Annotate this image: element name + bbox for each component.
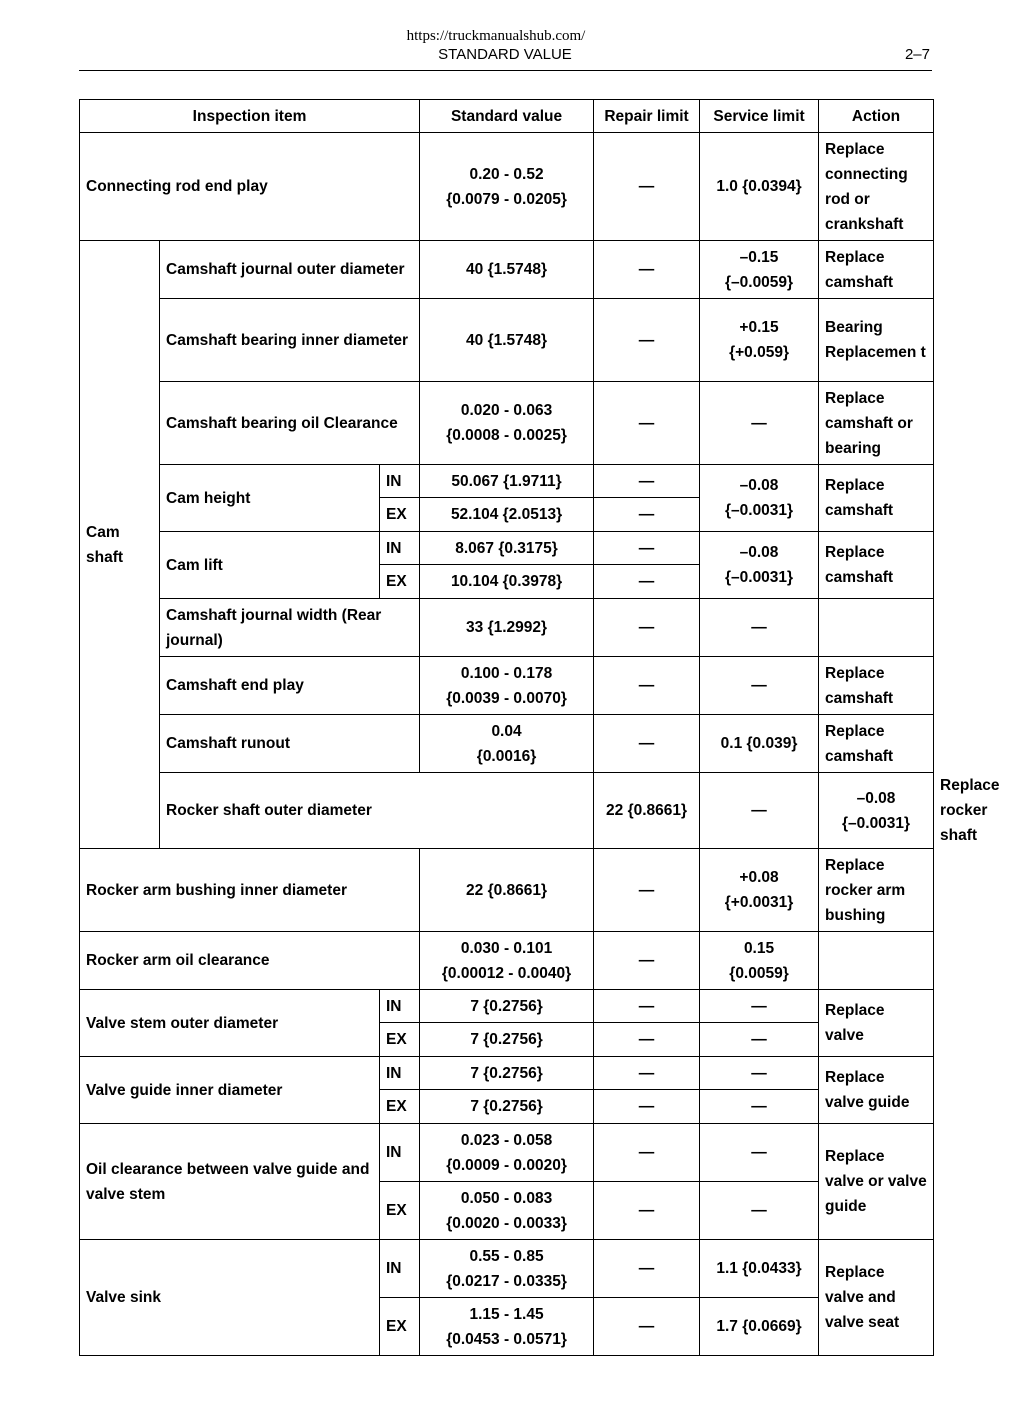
standard-cell: 0.04 {0.0016}: [420, 715, 594, 773]
standard-cell: 10.104 {0.3978}: [420, 565, 594, 599]
ex-label: EX: [380, 1090, 420, 1124]
item-cell: Valve sink: [80, 1240, 380, 1356]
item-cell: Cam lift: [160, 532, 380, 599]
service-cell: –0.15 {–0.0059}: [700, 241, 819, 299]
standard-cell: 0.023 - 0.058 {0.0009 - 0.0020}: [420, 1124, 594, 1182]
standard-cell: 0.030 - 0.101 {0.00012 - 0.0040}: [420, 932, 594, 990]
ex-label: EX: [380, 1298, 420, 1356]
item-cell: Camshaft runout: [160, 715, 420, 773]
table-row: [80, 133, 934, 241]
table-row: [80, 657, 934, 715]
item-cell: Camshaft bearing inner diameter: [160, 299, 420, 382]
standard-cell: 50.067 {1.9711}: [420, 465, 594, 498]
standard-cell: 8.067 {0.3175}: [420, 532, 594, 565]
in-label: IN: [380, 1057, 420, 1090]
item-cell: Camshaft bearing oil Clearance: [160, 382, 420, 465]
standard-cell: 40 {1.5748}: [420, 299, 594, 382]
ex-label: EX: [380, 1182, 420, 1240]
header-inspection-item: Inspection item: [80, 100, 420, 133]
item-cell: Valve stem outer diameter: [80, 990, 380, 1057]
table-row: Rocker shaft outer diameter 22 {0.8661} — –0.08 {–0.0031} Replace rocker shaft: [80, 773, 934, 849]
service-cell: +0.15 {+0.059}: [700, 299, 819, 382]
repair-cell: —: [594, 532, 700, 565]
table-row: [80, 241, 934, 299]
service-cell: 1.0 {0.0394}: [700, 133, 819, 241]
header-repair-limit: Repair limit: [594, 100, 700, 133]
item-cell: Rocker arm bushing inner diameter: [80, 849, 420, 932]
table-row: [80, 599, 934, 657]
action-cell: Replace camshaft: [819, 241, 934, 299]
standard-cell: 7 {0.2756}: [420, 1023, 594, 1057]
standard-cell: 52.104 {2.0513}: [420, 498, 594, 532]
repair-cell: —: [594, 715, 700, 773]
table-row: [80, 465, 934, 498]
repair-cell: —: [594, 849, 700, 932]
table-header-row: [80, 100, 934, 133]
action-cell: Replace rocker arm bushing: [819, 849, 934, 932]
item-cell: Connecting rod end play: [80, 133, 420, 241]
table-row: [80, 532, 934, 565]
repair-cell: —: [594, 1124, 700, 1182]
service-cell: —: [700, 1023, 819, 1057]
service-cell: 0.15 {0.0059}: [700, 932, 819, 990]
standard-cell: 0.20 - 0.52 {0.0079 - 0.0205}: [420, 133, 594, 241]
repair-cell: —: [594, 1023, 700, 1057]
repair-cell: —: [594, 565, 700, 599]
item-cell: Rocker arm oil clearance: [80, 932, 420, 990]
standard-cell: 1.15 - 1.45 {0.0453 - 0.0571}: [420, 1298, 594, 1356]
header-action: Action: [819, 100, 934, 133]
repair-cell: —: [594, 465, 700, 498]
header-rule: [79, 70, 932, 71]
table-row: [80, 990, 934, 1023]
page-number: 2–7: [904, 46, 930, 63]
item-cell: Camshaft journal outer diameter: [160, 241, 420, 299]
in-label: IN: [380, 1124, 420, 1182]
item-cell: Oil clearance between valve guide and valve stem: [80, 1124, 380, 1240]
repair-cell: —: [594, 599, 700, 657]
repair-cell: —: [594, 1182, 700, 1240]
standard-value-table: [79, 99, 1000, 1356]
table-row: [80, 1124, 934, 1182]
standard-cell: 7 {0.2756}: [420, 1090, 594, 1124]
ex-label: EX: [380, 1023, 420, 1057]
standard-cell: 0.020 - 0.063 {0.0008 - 0.0025}: [420, 382, 594, 465]
service-cell: 1.7 {0.0669}: [700, 1298, 819, 1356]
standard-cell: 0.100 - 0.178 {0.0039 - 0.0070}: [420, 657, 594, 715]
service-cell: —: [700, 1124, 819, 1182]
repair-cell: —: [594, 133, 700, 241]
standard-cell: 22 {0.8661}: [594, 773, 700, 849]
service-cell: 1.1 {0.0433}: [700, 1240, 819, 1298]
standard-cell: 40 {1.5748}: [420, 241, 594, 299]
repair-cell: —: [594, 498, 700, 532]
ex-label: EX: [380, 565, 420, 599]
repair-cell: —: [594, 382, 700, 465]
repair-cell: —: [594, 990, 700, 1023]
standard-cell: 22 {0.8661}: [420, 849, 594, 932]
in-label: IN: [380, 1240, 420, 1298]
item-cell: Rocker shaft outer diameter: [160, 773, 594, 849]
action-cell: [819, 932, 934, 990]
action-cell: Replace camshaft: [819, 657, 934, 715]
standard-cell: 0.55 - 0.85 {0.0217 - 0.0335}: [420, 1240, 594, 1298]
service-cell: —: [700, 1182, 819, 1240]
repair-cell: —: [594, 299, 700, 382]
table-row: [80, 299, 934, 382]
in-label: IN: [380, 465, 420, 498]
item-cell: Cam height: [160, 465, 380, 532]
service-cell: —: [700, 990, 819, 1023]
service-cell: +0.08 {+0.0031}: [700, 849, 819, 932]
standard-cell: 7 {0.2756}: [420, 1057, 594, 1090]
action-cell: [819, 599, 934, 657]
repair-cell: —: [594, 1057, 700, 1090]
action-cell: Replace camshaft: [819, 465, 934, 532]
in-label: IN: [380, 990, 420, 1023]
action-cell: Replace camshaft: [819, 715, 934, 773]
table-row: [80, 1240, 934, 1298]
source-url: https://truckmanualshub.com/: [406, 28, 586, 44]
service-cell: —: [700, 599, 819, 657]
service-cell: —: [700, 1090, 819, 1124]
action-cell: Replace camshaft: [819, 532, 934, 599]
in-label: IN: [380, 532, 420, 565]
service-cell: —: [700, 382, 819, 465]
service-cell: –0.08 {–0.0031}: [700, 532, 819, 599]
action-cell: Replace valve or valve guide: [819, 1124, 934, 1240]
ex-label: EX: [380, 498, 420, 532]
repair-cell: —: [594, 241, 700, 299]
repair-cell: —: [700, 773, 819, 849]
section-title: STANDARD VALUE: [438, 46, 572, 63]
action-cell: Bearing Replacemen t: [819, 299, 934, 382]
item-cell: Camshaft journal width (Rear journal): [160, 599, 420, 657]
action-cell: Replace connecting rod or crankshaft: [819, 133, 934, 241]
service-cell: 0.1 {0.039}: [700, 715, 819, 773]
item-cell: Camshaft end play: [160, 657, 420, 715]
action-cell: Replace camshaft or bearing: [819, 382, 934, 465]
service-cell: –0.08 {–0.0031}: [819, 773, 934, 849]
table-row: [80, 382, 934, 465]
action-cell: Replace valve guide: [819, 1057, 934, 1124]
service-cell: —: [700, 657, 819, 715]
header-service-limit: Service limit: [700, 100, 819, 133]
standard-cell: 33 {1.2992}: [420, 599, 594, 657]
action-cell: Replace valve: [819, 990, 934, 1057]
repair-cell: —: [594, 1240, 700, 1298]
action-cell: Replace valve and valve seat: [819, 1240, 934, 1356]
header-standard-value: Standard value: [420, 100, 594, 133]
standard-cell: 0.050 - 0.083 {0.0020 - 0.0033}: [420, 1182, 594, 1240]
table-row: [80, 1057, 934, 1090]
item-cell: Valve guide inner diameter: [80, 1057, 380, 1124]
service-cell: –0.08 {–0.0031}: [700, 465, 819, 532]
repair-cell: —: [594, 1298, 700, 1356]
standard-cell: 7 {0.2756}: [420, 990, 594, 1023]
group-label-camshaft: Cam shaft: [80, 241, 160, 849]
table-row: [80, 932, 934, 990]
table-row: [80, 715, 934, 773]
repair-cell: —: [594, 932, 700, 990]
repair-cell: —: [594, 657, 700, 715]
service-cell: —: [700, 1057, 819, 1090]
table-row: [80, 849, 934, 932]
repair-cell: —: [594, 1090, 700, 1124]
